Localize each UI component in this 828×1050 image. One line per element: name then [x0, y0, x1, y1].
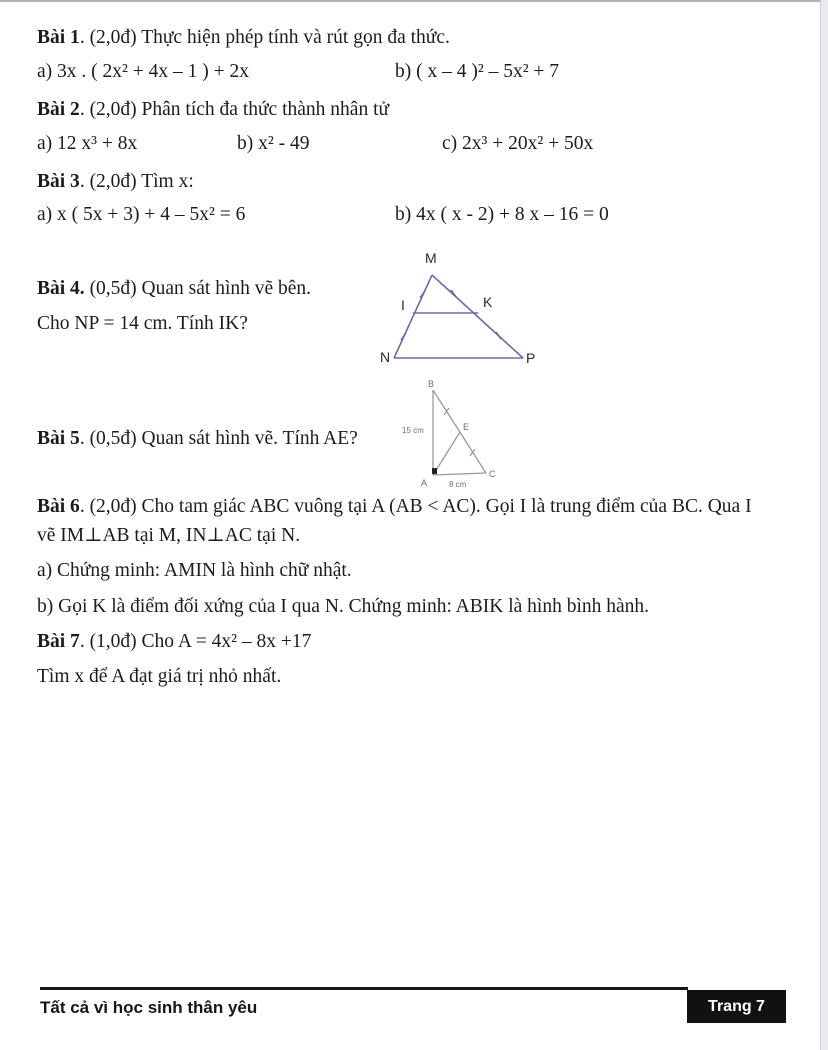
problem-2-heading: [37, 99, 389, 121]
side-mp: [432, 275, 523, 358]
triangle-diagram-mnp: [378, 246, 540, 372]
problem-3-heading: [37, 171, 194, 193]
problem-6-heading: [37, 496, 752, 518]
page-number-label: Trang 7: [708, 997, 765, 1015]
problem-3-title: . (2,0đ) Tìm x:: [79, 171, 194, 192]
problem-6-label: Bài 6: [37, 496, 80, 517]
problem-2-title: . (2,0đ) Phân tích đa thức thành nhân tử: [79, 99, 390, 120]
problem-2-item-a: a) 12 x³ + 8x: [37, 133, 138, 154]
problem-1-item-b: b) ( x – 4 )² – 5x² + 7: [395, 61, 560, 82]
problem-6-line2: vẽ IM⊥AB tại M, IN⊥AC tại N.: [37, 525, 301, 546]
problem-4-title: (0,5đ) Quan sát hình vẽ bên.: [84, 278, 312, 299]
problem-2-item-c: c) 2x³ + 20x² + 50x: [442, 133, 594, 154]
tick-kp: [496, 332, 501, 339]
vertex-label-i: I: [401, 297, 405, 313]
page-edge-top: [0, 0, 828, 2]
problem-6-item-a: a) Chứng minh: AMIN là hình chữ nhật.: [37, 560, 352, 581]
problem-7-line2: Tìm x để A đạt giá trị nhỏ nhất.: [37, 666, 282, 687]
length-label-ac: 8 cm: [449, 480, 467, 489]
page-edge-right: [820, 0, 828, 1050]
problem-4-label: Bài 4.: [37, 278, 85, 299]
problem-1-item-a: a) 3x . ( 2x² + 4x – 1 ) + 2x: [37, 61, 249, 82]
vertex-label-b: B: [428, 379, 435, 389]
problem-3-label: Bài 3: [37, 171, 80, 192]
footer-divider: [40, 987, 688, 990]
problem-5-title: . (0,5đ) Quan sát hình vẽ. Tính AE?: [79, 428, 358, 449]
vertex-label-m: M: [425, 250, 437, 266]
side-ac: [433, 473, 486, 475]
problem-6-item-b: b) Gọi K là điểm đối xứng của I qua N. Chứng minh: ABIK là hình bình hành.: [37, 596, 650, 617]
problem-6-title: . (2,0đ) Cho tam giác ABC vuông tại A (AB < AC). Gọi I là trung điểm của BC. Qua I: [79, 496, 752, 517]
vertex-label-n: N: [380, 349, 391, 365]
problem-1-title: . (2,0đ) Thực hiện phép tính và rút gọn đa thức.: [79, 27, 450, 48]
problem-3-item-b: b) 4x ( x - 2) + 8 x – 16 = 0: [395, 204, 609, 225]
vertex-label-a: A: [421, 478, 428, 488]
footer-motto: Tất cả vì học sinh thân yêu: [40, 998, 258, 1017]
problem-7-label: Bài 7: [37, 631, 80, 652]
problem-1-heading: [37, 27, 450, 49]
vertex-label-e: E: [463, 422, 470, 432]
problem-1-label: Bài 1: [37, 27, 80, 48]
triangle-diagram-abc: [398, 376, 508, 494]
length-label-ab: 15 cm: [402, 426, 424, 435]
vertex-label-c: C: [489, 469, 496, 479]
side-bc: [433, 390, 486, 473]
problem-5-heading: [37, 428, 358, 450]
right-angle-marker: [432, 468, 437, 474]
problem-4-line2: Cho NP = 14 cm. Tính IK?: [37, 313, 248, 334]
problem-7-heading: [37, 631, 311, 653]
problem-2-label: Bài 2: [37, 99, 80, 120]
problem-5-label: Bài 5: [37, 428, 80, 449]
vertex-label-k: K: [483, 294, 493, 310]
problem-2-item-b: b) x² - 49: [237, 133, 310, 154]
median-ae: [433, 432, 460, 475]
page-number-badge: [687, 990, 786, 1023]
vertex-label-p: P: [526, 350, 536, 366]
problem-3-item-a: a) x ( 5x + 3) + 4 – 5x² = 6: [37, 204, 246, 225]
problem-4-heading: [37, 278, 311, 300]
side-mn: [394, 275, 432, 358]
problem-7-title: . (1,0đ) Cho A = 4x² – 8x +17: [79, 631, 312, 652]
